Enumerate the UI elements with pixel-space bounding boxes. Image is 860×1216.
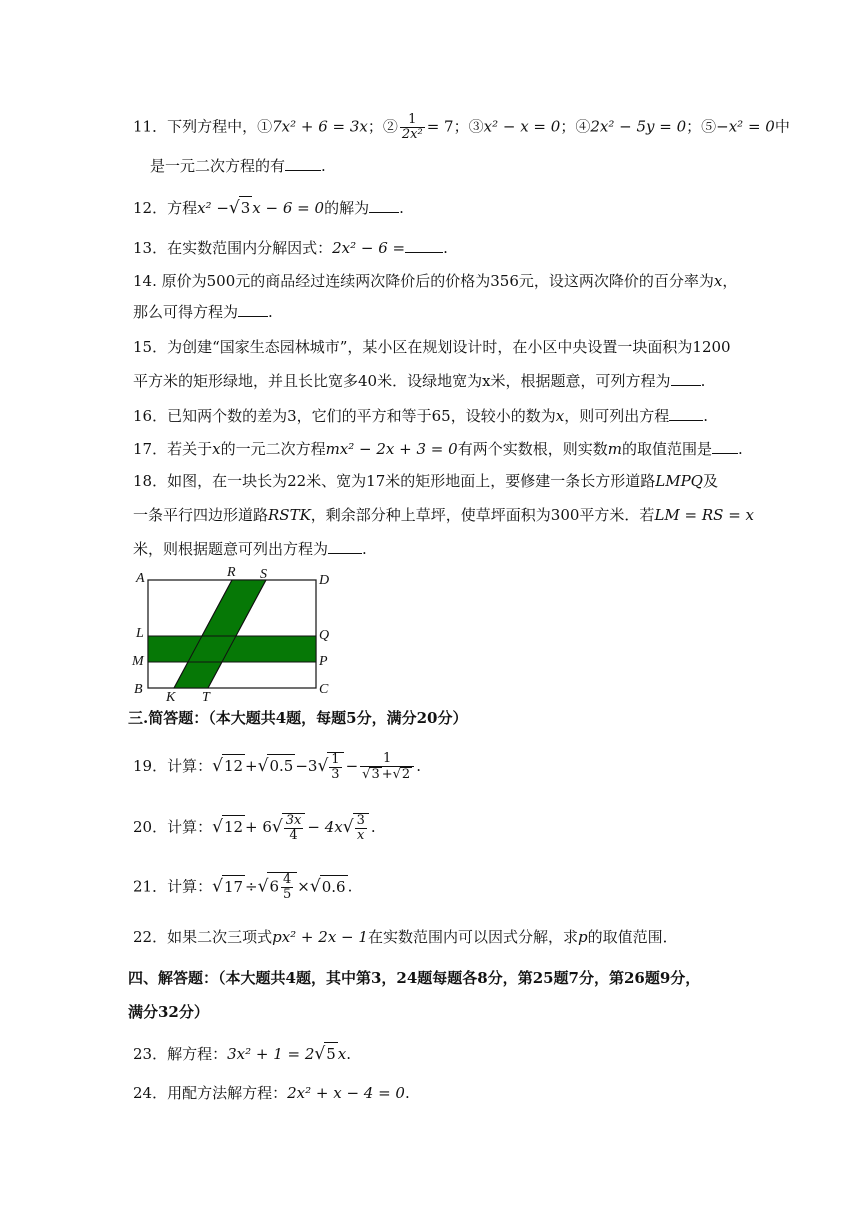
- q18-road-name: LMPQ: [655, 472, 703, 490]
- answer-blank[interactable]: [405, 238, 443, 253]
- q18-expr: LM = RS = x: [654, 506, 754, 524]
- q23-end: .: [346, 1045, 352, 1063]
- label-s: S: [260, 567, 267, 582]
- q11-eq3: x² − x = 0: [483, 117, 561, 136]
- label-r: R: [227, 565, 236, 580]
- question-18-line3: 米，则根据题意可列出方程为 .: [133, 540, 367, 558]
- label-l: L: [136, 626, 144, 641]
- q11-eq5: −x² = 0: [716, 117, 775, 136]
- q17-lead: 17．若关于: [133, 440, 213, 458]
- label-d: D: [319, 573, 330, 588]
- q12-radicand: 3: [239, 196, 253, 219]
- q23-radicand: 5: [324, 1042, 338, 1065]
- q19-frac-c: [327, 752, 343, 782]
- q16-tail: ，则可列出方程: [564, 407, 670, 425]
- q20-end: .: [370, 818, 376, 836]
- q18-line3: 米，则根据题意可列出方程为: [133, 540, 329, 558]
- q21-div: ÷: [245, 877, 258, 896]
- question-15-line2: 平方米的矩形绿地，并且长比宽多40米．设绿地宽为x米，根据题意，可列方程为 .: [133, 372, 706, 390]
- q20-minus: − 4x: [307, 818, 343, 836]
- q16-var: x: [555, 407, 565, 425]
- q14-comma: ，: [722, 272, 738, 290]
- q18-line1-end: 及: [702, 472, 718, 490]
- q12-eq-b: x − 6 = 0: [252, 199, 325, 217]
- q17-var2: m: [607, 440, 622, 458]
- q18-line2-mid: ，剩余部分种上草坪，使草坪面积为300平方米．若: [310, 506, 655, 524]
- question-23: 23．解方程：3x² + 1 = 2√5 x.: [133, 1044, 352, 1064]
- q21-radicand-b: [267, 872, 297, 902]
- question-16: 16．已知两个数的差为3，它们的平方和等于65，设较小的数为x，则可列出方程 .: [133, 407, 708, 425]
- q20-lead: 20．计算：: [133, 818, 213, 836]
- q18-line2: 一条平行四边形道路: [133, 506, 269, 524]
- question-22: [133, 926, 678, 948]
- label-k: K: [166, 690, 176, 702]
- question-11: [133, 113, 790, 142]
- q20-c-den: x: [357, 828, 365, 843]
- question-21: 21．计算：√17 ÷√6 $\frac{4}{5}$ ×√0.6 .: [133, 872, 353, 902]
- answer-blank[interactable]: [285, 156, 321, 171]
- q19-lead: 19．计算：: [133, 757, 213, 775]
- q13-lead: 13．在实数范围内分解因式：: [133, 239, 333, 257]
- q11-eq2-tail: = 7: [426, 117, 454, 136]
- q15-line1: 15．为创建“国家生态园林城市”，某小区在规划设计时，在小区中央设置一块面积为1200: [133, 338, 731, 356]
- answer-blank[interactable]: [712, 439, 738, 454]
- q13-expr: 2x² − 6 =: [332, 239, 406, 257]
- q19-plus: +: [245, 757, 258, 775]
- q23-expr-b: x: [337, 1045, 347, 1063]
- q20-radicand-a: 12: [222, 815, 245, 838]
- q20-b-num: 3x: [285, 813, 302, 828]
- q12-eq-a: x² −: [197, 199, 229, 217]
- question-11-line2: 是一元二次方程的有 .: [150, 157, 326, 175]
- q22-expr: px² + 2x − 1: [272, 928, 368, 946]
- question-18-line2: [133, 504, 754, 526]
- label-c: C: [319, 682, 329, 697]
- q21-b-num: 4: [283, 872, 292, 887]
- q20-c-num: 3: [356, 813, 365, 828]
- q11-eq4: 2x² − 5y = 0: [590, 117, 687, 136]
- q20-frac-b: [282, 813, 306, 843]
- label-a: A: [136, 571, 145, 586]
- q21-b-int: 6: [269, 877, 279, 896]
- label-t: T: [202, 690, 210, 702]
- q12-lead: 12．方程: [133, 199, 198, 217]
- q19-d-den: √3 +√2: [362, 767, 411, 782]
- q20-b-den: 4: [289, 828, 298, 843]
- q16-text: 16．已知两个数的差为3，它们的平方和等于65，设较小的数为: [133, 407, 556, 425]
- q11-sep: ；④: [560, 117, 591, 136]
- road-diagram: [126, 562, 342, 702]
- answer-blank[interactable]: [369, 198, 399, 213]
- q19-c-den: 3: [331, 767, 340, 782]
- answer-blank[interactable]: [328, 539, 362, 554]
- question-19: 19．计算：√12 +√0.5 −3√ $\frac{1}{3}$ − $\frac{1}{√3 +√2}$ .: [133, 751, 421, 782]
- q20-plus: + 6: [245, 818, 272, 836]
- q14-line2: 那么可得方程为: [133, 303, 239, 321]
- q21-lead: 21．计算：: [133, 877, 213, 896]
- q17-mid2: 有两个实数根，则实数: [457, 440, 608, 458]
- q11-eq2-den: 2x²: [401, 127, 423, 142]
- q11-eq2-fraction: [400, 113, 425, 142]
- question-17: 17．若关于x的一元二次方程mx² − 2x + 3 = 0有两个实数根，则实数m的取值范围是 .: [133, 440, 743, 458]
- q11-eq1: 7x² + 6 = 3x: [272, 117, 368, 136]
- q14-var: x: [713, 272, 723, 290]
- q24-lead: 24．用配方法解方程：: [133, 1084, 288, 1102]
- q19-c-num: 1: [331, 752, 340, 767]
- q19-d-a: 3: [371, 767, 380, 782]
- q11-eq2-num: 1: [400, 113, 425, 128]
- q22-tail: 的取值范围．: [587, 928, 678, 946]
- question-15: [133, 336, 731, 358]
- label-b: B: [134, 682, 143, 697]
- q19-minus: −3: [295, 757, 318, 775]
- question-24: [133, 1082, 410, 1104]
- q19-minus2: −: [345, 757, 359, 775]
- question-18: [133, 470, 718, 492]
- q21-radicand-a: 17: [222, 875, 245, 898]
- answer-blank[interactable]: [238, 302, 268, 317]
- road-lmpq: [148, 636, 316, 662]
- q11-end: 中: [774, 117, 790, 136]
- q19-radicand-a: 12: [222, 754, 245, 777]
- answer-blank[interactable]: [669, 406, 703, 421]
- q21-radicand-c: 0.6: [320, 875, 348, 898]
- q11-sep: ；③: [453, 117, 484, 136]
- section-4-heading-line2: 满分32分）: [128, 1003, 209, 1021]
- q20-frac-c: [353, 813, 369, 843]
- q17-expr: mx² − 2x + 3 = 0: [325, 440, 458, 458]
- section-3-heading: 三.简答题：（本大题共4题，每题5分，满分20分）: [128, 709, 468, 727]
- q24-expr: 2x² + x − 4 = 0: [287, 1084, 405, 1102]
- q18-line1: 18．如图，在一块长为22米、宽为17米的矩形地面上，要修建一条长方形道路: [133, 472, 656, 490]
- q22-var: p: [577, 928, 588, 946]
- label-m: M: [132, 654, 144, 669]
- q22-mid: 在实数范围内可以因式分解，求: [367, 928, 578, 946]
- question-14: [133, 270, 737, 292]
- section-4-heading: 四、解答题：（本大题共4题，其中第3，24题每题各8分，第25题7分，第26题9分，: [128, 969, 701, 987]
- q17-tail: 的取值范围是: [621, 440, 712, 458]
- q17-mid: 的一元二次方程: [220, 440, 326, 458]
- q15-line2: 平方米的矩形绿地，并且长比宽多40米．设绿地宽为x米，根据题意，可列方程为: [133, 372, 671, 390]
- q21-b-frac: [281, 873, 293, 902]
- q12-tail: 的解为: [324, 199, 370, 217]
- q17-var: x: [212, 440, 221, 458]
- q19-frac-d: [360, 752, 414, 782]
- q18-parallelogram-name: RSTK: [268, 506, 311, 524]
- q11-lead: 11．下列方程中，①: [133, 117, 273, 136]
- q11-line2-text: 是一元二次方程的有: [150, 157, 286, 175]
- q19-d-b: 2: [401, 767, 411, 782]
- answer-blank[interactable]: [671, 371, 701, 386]
- question-12: 12．方程x² −√3 x − 6 = 0的解为 .: [133, 198, 404, 218]
- q19-end: .: [416, 757, 421, 775]
- q11-sep: ；⑤: [686, 117, 717, 136]
- question-20: 20．计算：√12 + 6√ $\frac{3x}{4}$ − 4x√ $\frac{3}{x}$ .: [133, 813, 376, 843]
- q14-line1: 14. 原价为500元的商品经过连续两次降价后的价格为356元，设这两次降价的百分率为: [133, 272, 714, 290]
- question-14-line2: 那么可得方程为 .: [133, 303, 273, 321]
- q21-times: ×: [297, 877, 310, 896]
- q21-b-den: 5: [283, 887, 292, 902]
- label-q: Q: [319, 628, 330, 643]
- question-13: 13．在实数范围内分解因式：2x² − 6 = .: [133, 239, 448, 257]
- q22-lead: 22．如果二次三项式: [133, 928, 273, 946]
- q24-end: .: [404, 1084, 410, 1102]
- q23-expr-a: 3x² + 1 = 2: [227, 1045, 315, 1063]
- label-p: P: [319, 654, 328, 669]
- q11-sep: ；②: [367, 117, 398, 136]
- q19-d-num: 1: [360, 752, 414, 767]
- q19-d-plus: +: [381, 767, 393, 782]
- q21-end: .: [347, 877, 353, 896]
- q19-radicand-b: 0.5: [267, 754, 295, 777]
- q23-lead: 23．解方程：: [133, 1045, 228, 1063]
